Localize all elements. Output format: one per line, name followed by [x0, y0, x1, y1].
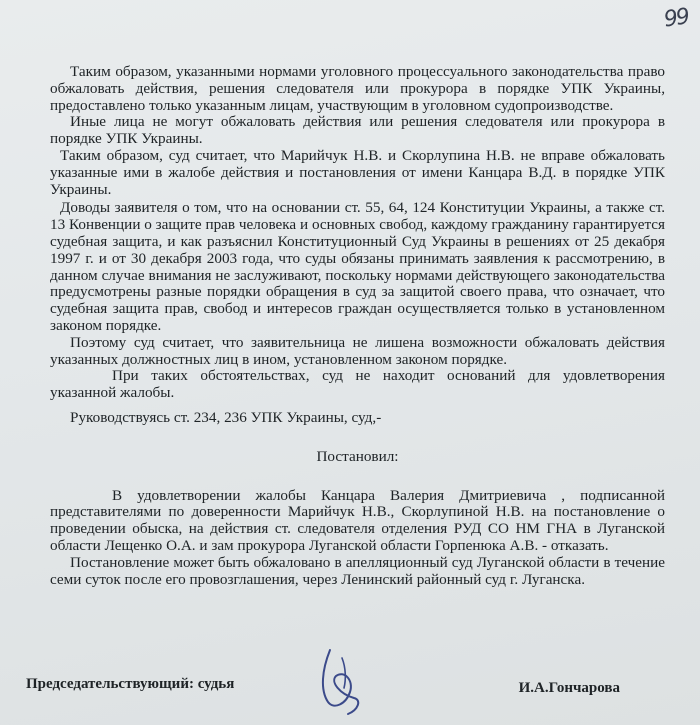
paragraph-5: Поэтому суд считает, что заявительница не лишена возможности обжаловать действия указанных должностных лиц в ином, установленном законом порядке. [50, 333, 665, 368]
document-body [50, 64, 665, 588]
paragraph-4: Доводы заявителя о том, что на основании ст. 55, 64, 124 Конституции Украины, а также ст. 13 Конвенции о защите прав человека и основных свобод, каждому гражданину гарантируется судебная защита, и как разъяснил Конституционный Суд Украины в решениях от 25 декабря 1997 г. и от 30 декабря 2003 года, что суды обязаны принимать заявления к рассмотрению, в данном случае внимания не заслуживают, поскольку нормами действующего законодательства предусмотрены разные порядки обращения в суд за защитой своего права, что означает, что судебная защита прав, свобод и интересов граждан осуществляется только в установленном законом порядке. [50, 199, 665, 334]
ruling-heading: Постановил: [316, 447, 399, 465]
paragraph-1: Таким образом, указанными нормами уголовного процессуального законодательства право обжаловать действия, решения следователя или прокурора в порядке УПК Украины, предоставлено только указанным лицам, участвующим в уголовном судопроизводстве. [50, 63, 665, 114]
ruling-paragraph-1: В удовлетворении жалобы Канцара Валерия Дмитриевича , подписанной представителями по доверенности Марийчук Н.В., Скорлупиной Н.В. на постановление о проведении обыска, на действия ст. следователя отделения РУД СО НМ ГНА в Луганской области Лещенко О.А. и зам прокурора Луганской области Горпенюка А.В. - отказать. [50, 486, 665, 554]
presiding-judge-title: Председательствующий: судья [26, 676, 235, 692]
ruling-paragraph-2: Постановление может быть обжаловано в апелляционный суд Луганской области в течение семи суток после его провозглашения, через Ленинский районный суд г. Луганска. [50, 553, 665, 588]
paragraph-2: Иные лица не могут обжаловать действия или решения следователя или прокурора в порядке УПК Украины. [50, 113, 665, 148]
paragraph-6: При таких обстоятельствах, суд не находит оснований для удовлетворения указанной жалобы. [50, 367, 665, 402]
page-number: 99 [662, 4, 690, 33]
judge-name: И.А.Гончарова [518, 680, 620, 696]
signature-block [26, 676, 666, 706]
paragraph-3: Таким образом, суд считает, что Марийчук Н.В. и Скорлупина Н.В. не вправе обжаловать указанные ими в жалобе действия и постановления от имени Канцара В.Д. в порядке УПК Украины. [50, 146, 665, 198]
paragraph-7: Руководствуясь ст. 234, 236 УПК Украины, суд,- [70, 408, 382, 426]
